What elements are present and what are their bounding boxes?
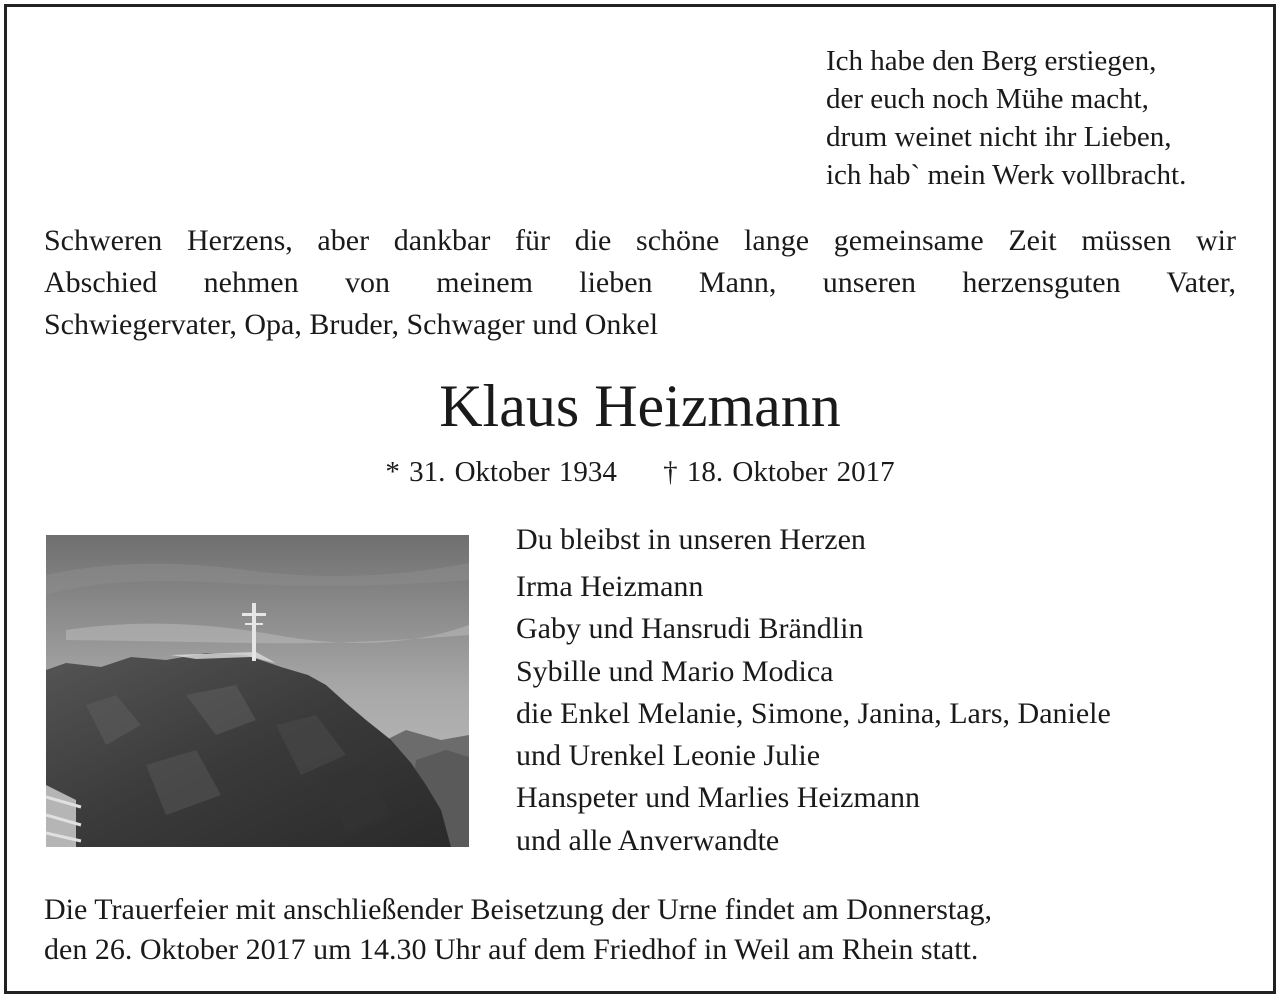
- funeral-notice: [44, 890, 1244, 970]
- funeral-line: den 26. Oktober 2017 um 14.30 Uhr auf dem Friedhof in Weil am Rhein statt.: [44, 933, 979, 966]
- family-member: Gaby und Hansrudi Brändlin: [516, 612, 864, 646]
- poem-line: ich hab` mein Werk vollbracht.: [826, 159, 1187, 191]
- intro-line: Schweren Herzens, aber dankbar für die schöne lange gemeinsame Zeit müssen wir: [44, 224, 1236, 257]
- poem-line: drum weinet nicht ihr Lieben,: [826, 121, 1172, 153]
- life-dates: [0, 454, 1280, 490]
- family-member: und alle Anverwandte: [516, 823, 780, 857]
- death-date: † 18. Oktober 2017: [663, 456, 895, 488]
- poem: [826, 42, 1186, 194]
- family-lead-line: Du bleibst in unseren Herzen: [516, 523, 866, 556]
- funeral-line: Die Trauerfeier mit anschließender Beisetzung der Urne findet am Donnerstag,: [44, 893, 993, 926]
- family-member: die Enkel Melanie, Simone, Janina, Lars, Daniele: [516, 696, 1111, 730]
- intro-text: [44, 220, 1236, 346]
- intro-line: Schwiegervater, Opa, Bruder, Schwager und Onkel: [44, 308, 659, 341]
- deceased-name: Klaus Heizmann: [439, 373, 841, 439]
- poem-line: der euch noch Mühe macht,: [826, 83, 1149, 115]
- family-member: Hanspeter und Marlies Heizmann: [516, 781, 921, 815]
- intro-line: Abschied nehmen von meinem lieben Mann, unseren herzensguten Vater,: [44, 266, 1236, 299]
- family-member: Sybille und Mario Modica: [516, 654, 834, 688]
- mountain-photo: [46, 535, 469, 847]
- poem-line: Ich habe den Berg erstiegen,: [826, 45, 1157, 77]
- mountain-cross-image: [46, 535, 469, 847]
- family-signature: [516, 520, 1111, 862]
- family-member: und Urenkel Leonie Julie: [516, 739, 821, 773]
- family-member: Irma Heizmann: [516, 570, 704, 603]
- birth-date: * 31. Oktober 1934: [385, 456, 617, 488]
